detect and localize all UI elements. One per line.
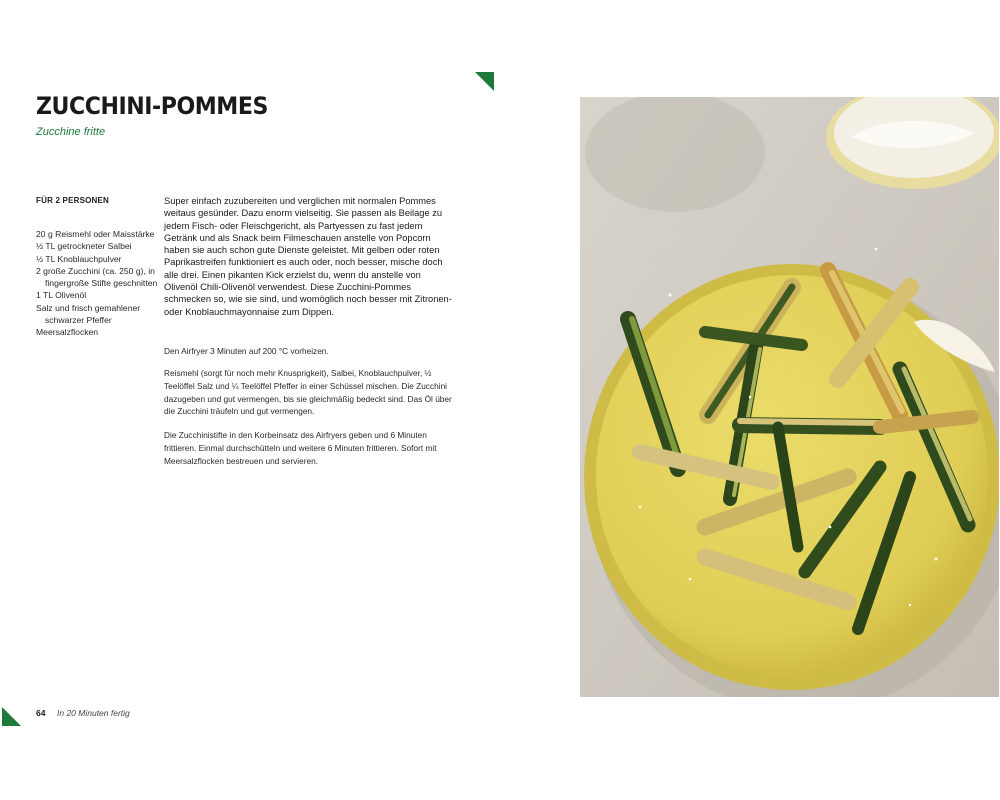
recipe-title: ZUCCHINI-POMMES [36, 92, 268, 120]
ingredient-item: ½ TL getrockneter Salbei [36, 241, 132, 252]
method-step: Die Zucchinistifte in den Korbeinsatz des Airfryers geben und 6 Minuten frittieren. Einmal durchschütteln und weitere 6 Minuten frittieren. Sofort mit Meersalzflocken bestreuen und servieren. [164, 430, 437, 466]
method-step: Den Airfryer 3 Minuten auf 200 °C vorheizen. [164, 346, 329, 356]
ingredient-item: Salz und frisch gemahlener schwarzer Pfeffer [36, 302, 141, 326]
ingredient-item: 2 große Zucchini (ca. 250 g), in fingergroße Stifte geschnitten [36, 265, 158, 289]
ingredient-list [36, 228, 158, 339]
ingredient-item: Meersalzflocken [36, 327, 99, 338]
method-step: Reismehl (sorgt für noch mehr Knusprigkeit), Salbei, Knoblauchpulver, ½ Teelöffel Salz und ¼ Teelöffel Pfeffer in einer Schüssel mischen. Die Zucchini dazugeben und gut vermengen, bis sie gleichmäßig bedeckt sind. Das Öl über die Zucchini träufeln und gut vermengen. [164, 368, 452, 417]
recipe-intro: Super einfach zuzubereiten und verglichen mit normalen Pommes weitaus gesünder. Dazu enorm vielseitig. Sie passen als Beilage zu jedem Fisch- oder Fleischgericht, als Partyessen zu fast jedem Getränk und als Snack beim Filmeschauen anstelle von Popcorn haben sie auch schon gute Dienste geleistet. Mit gelben oder roten Paprikastreifen funktioniert es auch oder, noch besser, mische doch alle drei. Einen pikanten Kick erzielst du, wenn du anstelle von Olivenöl Chili-Olivenöl verwendest. Diese Zucchini-Pommes schmecken so, wie sie sind, und womöglich noch besser mit Zitronen- oder Knoblauchmayonnaise zum Dippen. [164, 196, 452, 317]
corner-triangle-icon [2, 707, 21, 726]
ingredient-item: 20 g Reismehl oder Maisstärke [36, 229, 155, 239]
ingredient-item: ½ TL Knoblauchpulver [36, 253, 122, 264]
recipe-photo [580, 97, 999, 697]
ingredient-item: 1 TL Olivenöl [36, 290, 87, 301]
chapter-name: In 20 Minuten fertig [57, 708, 130, 718]
recipe-subtitle: Zucchine fritte [36, 126, 106, 138]
servings-label: FÜR 2 PERSONEN [36, 196, 110, 205]
page-number: 64 [36, 708, 46, 718]
corner-triangle-icon [475, 72, 494, 91]
